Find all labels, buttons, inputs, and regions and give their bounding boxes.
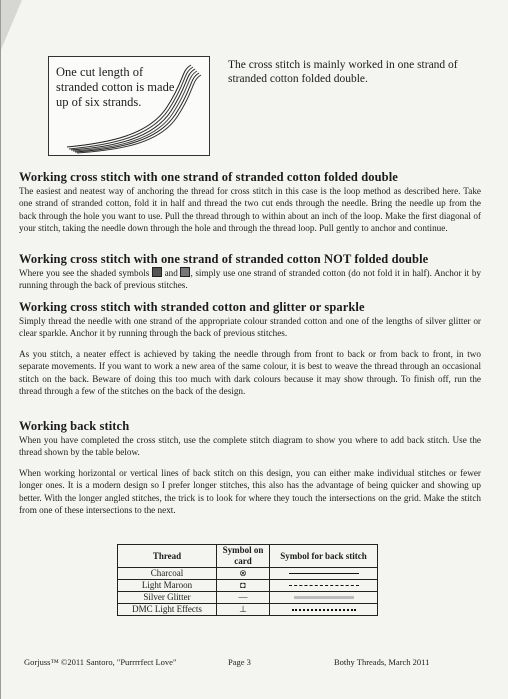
table-row — [118, 580, 378, 592]
back-stitch-line — [270, 568, 378, 580]
strand-illustration-box — [48, 56, 210, 156]
thread-name: Charcoal — [118, 568, 217, 580]
table-row — [118, 568, 378, 580]
dashed-line-icon — [289, 585, 359, 586]
section-back-stitch — [19, 419, 481, 516]
section-paragraph: When you have completed the cross stitch, use the complete stitch diagram to show you where to add back stitch. Use the thread shown by the table below. — [19, 435, 481, 458]
section-not-folded — [19, 252, 481, 292]
thread-name: DMC Light Effects — [118, 604, 217, 616]
strand-box-text: One cut length of stranded cotton is made up of six strands. — [56, 65, 175, 109]
footer-page-number: Page 3 — [228, 657, 251, 667]
folded-corner — [0, 0, 22, 52]
back-stitch-line — [270, 604, 378, 616]
card-symbol: — — [217, 592, 270, 604]
shaded-symbol-alt-icon — [180, 267, 190, 277]
dotted-line-icon — [292, 609, 356, 611]
thread-name: Light Maroon — [118, 580, 217, 592]
section-paragraph: Simply thread the needle with one strand of the appropriate colour stranded cotton and one of the lengths of silver glitter or clear sparkle. Anchor it by running through the back of previous stitches. — [19, 316, 481, 339]
text-and: and — [164, 268, 178, 278]
table-row — [118, 604, 378, 616]
text-after-symbols: , simply use one strand of stranded cotton (do not fold it in half). Anchor it by running through the back of previous stitches. — [19, 268, 482, 291]
card-symbol: ⊥ — [217, 604, 270, 616]
table-header-row — [118, 545, 378, 568]
footer-copyright: Gorjuss™ ©2011 Santoro, "Purrrrfect Love" — [24, 657, 177, 667]
header-thread: Thread — [118, 545, 217, 568]
solid-line-icon — [289, 573, 359, 574]
section-paragraph: The easiest and neatest way of anchoring the thread for cross stitch in this case is the loop method as described here. Take one strand of stranded cotton, fold it in half and thread the two cut ends through the needle. Bring the needle up from the back through the hole you want to use. Pull the thread through to within about an inch of the loop. Make the first diagonal of your stitch, taking the needle down through the hole and through the thread loop. Pull gently to anchor and continue. — [19, 186, 481, 234]
text-before-symbols: Where you see the shaded symbols — [19, 268, 150, 278]
section-glitter — [19, 300, 481, 397]
section-folded-double — [19, 170, 481, 235]
page-edge — [0, 0, 1, 699]
thread-strand-illustration — [49, 57, 209, 155]
back-stitch-line — [270, 592, 378, 604]
table-row — [118, 592, 378, 604]
section-heading: Working cross stitch with stranded cotton and glitter or sparkle — [19, 300, 365, 314]
card-symbol: ◘ — [217, 580, 270, 592]
section-paragraph — [19, 267, 481, 292]
header-back-stitch: Symbol for back stitch — [270, 545, 378, 568]
thread-name: Silver Glitter — [118, 592, 217, 604]
section-heading: Working back stitch — [19, 419, 130, 433]
intro-text: The cross stitch is mainly worked in one strand of stranded cotton folded double. — [228, 59, 458, 85]
section-heading: Working cross stitch with one strand of stranded cotton folded double — [19, 170, 398, 184]
card-symbol: ⊗ — [217, 568, 270, 580]
glitter-line-icon — [294, 596, 354, 599]
back-stitch-line — [270, 580, 378, 592]
header-symbol: Symbol on card — [217, 545, 270, 568]
section-heading: Working cross stitch with one strand of stranded cotton NOT folded double — [19, 252, 429, 266]
footer-publisher: Bothy Threads, March 2011 — [334, 657, 430, 667]
shaded-symbol-icon — [152, 267, 162, 277]
section-paragraph: When working horizontal or vertical lines of back stitch on this design, you can either make individual stitches or fewer longer ones. It is a modern design so I prefer longer stitches, this also has the advantage of being quicker and showing up better. With the longer angled stitches, the trick is to look for where they touch the intersections on the grid. Make the stitch from one of these intersections to the next. — [19, 467, 481, 516]
section-paragraph: As you stitch, a neater effect is achieved by taking the needle through from front to back or from back to front, in two separate movements. If you want to work a new area of the same colour, it is best to weave the thread through an occasional stitch on the back. Beware of doing this too much with dark colours because it may show through. To finish off, run the thread through a few of the stitches on the back of the design. — [19, 348, 481, 397]
thread-table — [117, 544, 378, 616]
